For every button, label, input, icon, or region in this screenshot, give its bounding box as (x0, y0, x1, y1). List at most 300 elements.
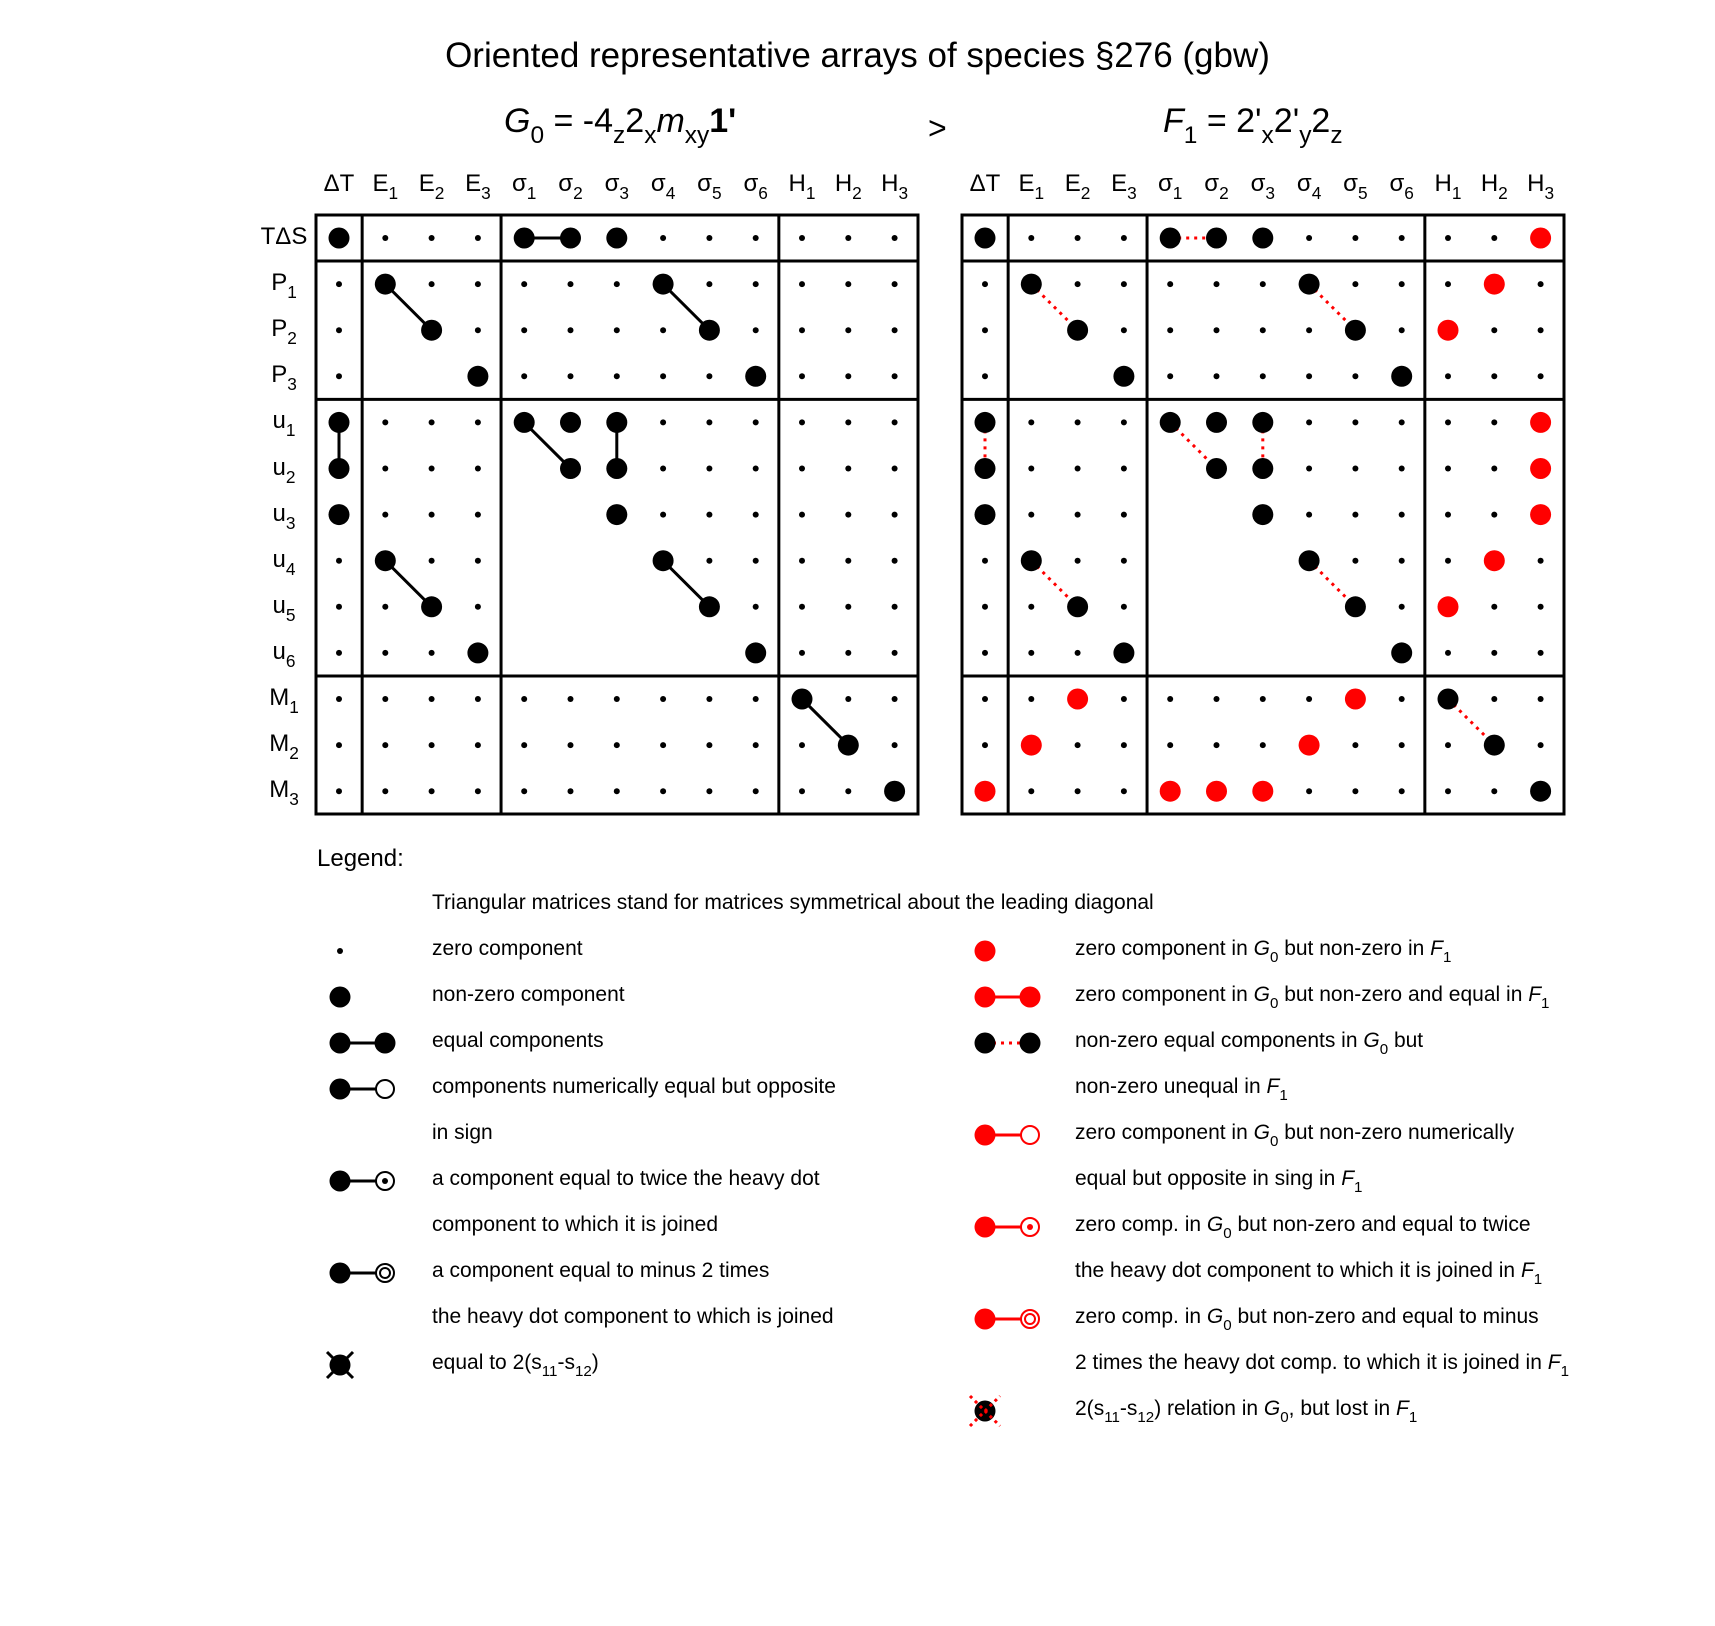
zero-component-dot (1399, 281, 1405, 287)
zero-component-dot (1538, 742, 1544, 748)
column-header: $\sigma_4$ (1296, 170, 1322, 203)
nonzero-component-dot (1252, 504, 1273, 525)
minus-two-times-icon (328, 1258, 408, 1288)
zero-component-dot (475, 281, 481, 287)
nonzero-component-dot (375, 550, 396, 571)
zero-component-dot (521, 281, 527, 287)
equal-components-icon (328, 1028, 408, 1058)
left-legend-text: a component equal to twice the heavy dot (432, 1167, 820, 1190)
red-component-dot (1484, 550, 1505, 571)
zero-component-dot (1445, 373, 1451, 379)
opposite-sign-icon (973, 1120, 1053, 1150)
nonzero-component-icon (328, 982, 408, 1012)
red-component-dot (1345, 689, 1366, 710)
zero-component-dot (1491, 419, 1497, 425)
nonzero-component-dot (606, 412, 627, 433)
nonzero-component-dot (375, 274, 396, 295)
zero-component-dot (1538, 327, 1544, 333)
nonzero-component-dot (1391, 366, 1412, 387)
zero-component-dot (799, 419, 805, 425)
nonzero-component-dot (1160, 228, 1181, 249)
zero-component-dot (1445, 512, 1451, 518)
zero-component-dot (475, 419, 481, 425)
nonzero-component-dot (1345, 320, 1366, 341)
zero-component-dot (382, 604, 388, 610)
zero-component-dot (799, 327, 805, 333)
zero-component-dot (845, 373, 851, 379)
nonzero-component-dot (653, 550, 674, 571)
zero-component-dot (1028, 788, 1034, 794)
zero-component-dot (753, 419, 759, 425)
zero-component-dot (1491, 788, 1497, 794)
nonzero-component-dot (1484, 735, 1505, 756)
zero-component-dot (475, 788, 481, 794)
column-header: $\sigma_5$ (697, 170, 722, 203)
nonzero-component-dot (1113, 642, 1134, 663)
left-legend-text: non-zero component (432, 983, 625, 1006)
zero-component-dot (429, 281, 435, 287)
red-component-dot (1530, 228, 1551, 249)
red-component-dot (1021, 735, 1042, 756)
zero-component-dot (799, 742, 805, 748)
zero-component-dot (568, 327, 574, 333)
zero-component-dot (982, 604, 988, 610)
zero-component-dot (568, 373, 574, 379)
zero-component-dot (1121, 419, 1127, 425)
zero-component-dot (382, 742, 388, 748)
zero-component-dot (1491, 696, 1497, 702)
zero-component-dot (1121, 466, 1127, 472)
zero-component-dot (753, 742, 759, 748)
right-legend-text: equal but opposite in sing in $F_1$ (1075, 1167, 1363, 1196)
right-legend-text: zero comp. in $G_0$ but non-zero and equal to twice (1075, 1213, 1531, 1242)
nonzero-component-dot (606, 458, 627, 479)
zero-component-dot (1121, 742, 1127, 748)
zero-component-dot (1214, 327, 1220, 333)
zero-component-dot (660, 512, 666, 518)
zero-component-dot (429, 466, 435, 472)
zero-component-dot (568, 788, 574, 794)
zero-component-dot (1399, 788, 1405, 794)
zero-component-dot (1538, 281, 1544, 287)
zero-component-dot (521, 742, 527, 748)
zero-component-dot (799, 558, 805, 564)
zero-component-dot (1306, 327, 1312, 333)
column-header: $\sigma_2$ (1204, 170, 1229, 203)
zero-component-dot (336, 558, 342, 564)
zero-component-dot (336, 742, 342, 748)
zero-component-dot (1306, 235, 1312, 241)
column-header: $\sigma_4$ (650, 170, 676, 203)
nonzero-component-dot (1299, 550, 1320, 571)
zero-component-dot (1352, 235, 1358, 241)
nonzero-component-dot (560, 458, 581, 479)
zero-component-dot (1121, 512, 1127, 518)
zero-component-dot (1075, 512, 1081, 518)
right-legend-text: 2 times the heavy dot comp. to which it is joined in $F_1$ (1075, 1351, 1569, 1380)
zero-component-dot (892, 742, 898, 748)
zero-component-dot (706, 419, 712, 425)
zero-component-dot (1214, 373, 1220, 379)
column-header: $H_1$ (1434, 170, 1462, 203)
row-header: $P_2$ (271, 315, 297, 348)
zero-component-dot (1214, 281, 1220, 287)
zero-component-dot (521, 373, 527, 379)
column-header: ΔT (969, 170, 1001, 197)
zero-component-dot (845, 558, 851, 564)
zero-component-dot (982, 558, 988, 564)
zero-component-dot (1352, 466, 1358, 472)
zero-component-dot (382, 696, 388, 702)
zero-component-dot (845, 788, 851, 794)
zero-component-dot (753, 466, 759, 472)
nonzero-component-dot (560, 412, 581, 433)
left-legend-text: a component equal to minus 2 times (432, 1259, 770, 1282)
zero-component-dot (382, 235, 388, 241)
group-g0-title: $G_0 = -4_z2_xm_{xy}1'$ (504, 102, 737, 150)
zero-component-dot (1445, 650, 1451, 656)
zero-component-dot (845, 235, 851, 241)
zero-component-dot (336, 373, 342, 379)
nonzero-component-dot (1067, 320, 1088, 341)
zero-component-dot (1260, 696, 1266, 702)
zero-component-dot (753, 604, 759, 610)
zero-component-dot (1352, 558, 1358, 564)
zero-component-dot (475, 327, 481, 333)
column-header: ΔT (323, 170, 355, 197)
left-legend-text: zero component (432, 937, 583, 960)
zero-component-dot (660, 419, 666, 425)
nonzero-component-dot (421, 320, 442, 341)
zero-component-dot (429, 788, 435, 794)
zero-component-dot (1075, 788, 1081, 794)
nonzero-component-dot (884, 781, 905, 802)
zero-component-dot (1028, 512, 1034, 518)
zero-component-dot (753, 788, 759, 794)
column-header: $E_2$ (1064, 170, 1091, 203)
zero-component-dot (336, 650, 342, 656)
zero-component-dot (1028, 650, 1034, 656)
zero-component-dot (892, 373, 898, 379)
zero-component-dot (429, 696, 435, 702)
zero-component-dot (521, 788, 527, 794)
s11-s12-lost-icon (973, 1396, 1053, 1426)
zero-component-dot (1399, 419, 1405, 425)
zero-component-dot (1445, 419, 1451, 425)
red-component-dot (1530, 412, 1551, 433)
column-header: $H_3$ (1527, 170, 1555, 203)
twice-component-icon (973, 1212, 1053, 1242)
nonzero-component-dot (560, 228, 581, 249)
zero-component-dot (1352, 742, 1358, 748)
zero-component-dot (1399, 742, 1405, 748)
zero-component-dot (1538, 696, 1544, 702)
twice-component-icon (328, 1166, 408, 1196)
zero-component-dot (1260, 327, 1266, 333)
zero-component-dot (799, 650, 805, 656)
zero-component-dot (892, 466, 898, 472)
zero-component-dot (706, 696, 712, 702)
left-legend-text: components numerically equal but opposite (432, 1075, 836, 1098)
row-header: $u_2$ (272, 453, 296, 487)
zero-component-dot (982, 373, 988, 379)
zero-component-dot (336, 281, 342, 287)
zero-component-dot (892, 696, 898, 702)
zero-component-dot (614, 373, 620, 379)
zero-component-dot (1399, 696, 1405, 702)
red-component-dot (975, 781, 996, 802)
zero-component-dot (845, 281, 851, 287)
zero-component-dot (845, 327, 851, 333)
right-legend-text: non-zero equal components in $G_0$ but (1075, 1029, 1424, 1058)
nonzero-component-dot (838, 735, 859, 756)
zero-component-dot (336, 604, 342, 610)
nonzero-component-dot (975, 412, 996, 433)
zero-component-dot (1538, 558, 1544, 564)
nonzero-component-dot (1021, 274, 1042, 295)
zero-component-dot (1491, 235, 1497, 241)
zero-component-dot (1306, 512, 1312, 518)
zero-component-dot (1167, 373, 1173, 379)
zero-component-dot (1399, 235, 1405, 241)
zero-component-dot (1121, 327, 1127, 333)
zero-component-dot (1075, 742, 1081, 748)
zero-component-dot (892, 512, 898, 518)
red-component-dot (1484, 274, 1505, 295)
minus-two-times-icon (973, 1304, 1053, 1334)
zero-component-dot (1445, 281, 1451, 287)
red-component-dot (1530, 458, 1551, 479)
left-legend-text: in sign (432, 1121, 493, 1144)
zero-component-dot (1491, 512, 1497, 518)
zero-component-dot (753, 281, 759, 287)
right-legend-text: $2(s_{11}-s_{12})$ relation in $G_0$, but lost in $F_1$ (1075, 1397, 1418, 1426)
zero-component-dot (1306, 373, 1312, 379)
zero-component-dot (1028, 604, 1034, 610)
zero-component-dot (1260, 742, 1266, 748)
row-header: $u_6$ (272, 637, 296, 671)
zero-component-dot (845, 512, 851, 518)
nonzero-component-dot (975, 458, 996, 479)
zero-component-dot (753, 327, 759, 333)
zero-component-dot (892, 235, 898, 241)
nonzero-component-dot (1067, 596, 1088, 617)
zero-component-dot (1399, 604, 1405, 610)
red-component-dot (1160, 781, 1181, 802)
zero-component-icon (328, 936, 408, 966)
zero-component-dot (799, 466, 805, 472)
nonzero-component-dot (329, 228, 350, 249)
zero-component-dot (475, 604, 481, 610)
zero-component-dot (1352, 419, 1358, 425)
zero-component-dot (753, 558, 759, 564)
zero-component-dot (475, 235, 481, 241)
column-header: $H_2$ (1480, 170, 1508, 203)
zero-component-dot (1445, 788, 1451, 794)
zero-component-dot (1121, 235, 1127, 241)
zero-component-dot (429, 235, 435, 241)
nonzero-component-dot (1021, 550, 1042, 571)
zero-component-dot (1538, 604, 1544, 610)
column-header: $\sigma_1$ (1157, 170, 1183, 203)
left-legend-text: equal to $2(s_{11}-s_{12})$ (432, 1351, 599, 1380)
nonzero-component-dot (699, 320, 720, 341)
zero-component-dot (1121, 788, 1127, 794)
zero-component-dot (382, 512, 388, 518)
red-component-dot (1067, 689, 1088, 710)
nonzero-component-dot (1299, 274, 1320, 295)
zero-component-dot (1121, 696, 1127, 702)
zero-component-dot (429, 512, 435, 518)
zero-component-dot (614, 742, 620, 748)
zero-component-dot (1445, 558, 1451, 564)
zero-component-dot (799, 512, 805, 518)
zero-component-dot (1399, 466, 1405, 472)
zero-component-dot (982, 327, 988, 333)
right-legend-text: the heavy dot component to which it is joined in $F_1$ (1075, 1259, 1543, 1288)
nonzero-component-dot (1113, 366, 1134, 387)
zero-component-dot (521, 696, 527, 702)
column-header: $\sigma_2$ (558, 170, 583, 203)
zero-component-dot (1445, 742, 1451, 748)
zero-component-dot (892, 327, 898, 333)
zero-component-dot (892, 419, 898, 425)
nonzero-component-dot (975, 504, 996, 525)
zero-component-dot (429, 419, 435, 425)
zero-component-dot (568, 696, 574, 702)
legend-title: Legend: (317, 845, 404, 872)
zero-component-dot (1075, 419, 1081, 425)
zero-component-dot (1306, 466, 1312, 472)
row-header: $M_1$ (269, 684, 299, 717)
left-legend-text: the heavy dot component to which is joined (432, 1305, 834, 1328)
column-header: $H_2$ (834, 170, 862, 203)
zero-component-dot (1399, 512, 1405, 518)
zero-component-dot (1075, 281, 1081, 287)
nonzero-component-dot (329, 412, 350, 433)
zero-component-dot (982, 281, 988, 287)
zero-component-dot (706, 742, 712, 748)
zero-component-dot (614, 696, 620, 702)
zero-component-dot (1075, 650, 1081, 656)
zero-component-dot (753, 696, 759, 702)
zero-component-dot (1491, 327, 1497, 333)
zero-component-dot (982, 650, 988, 656)
zero-component-dot (1306, 788, 1312, 794)
zero-component-dot (706, 373, 712, 379)
column-header: $\sigma_1$ (511, 170, 537, 203)
zero-component-dot (1399, 327, 1405, 333)
legend-note: Triangular matrices stand for matrices symmetrical about the leading diagonal (432, 891, 1154, 914)
nonzero-component-dot (1438, 689, 1459, 710)
zero-component-dot (706, 512, 712, 518)
zero-component-dot (1352, 512, 1358, 518)
column-header: $\sigma_6$ (743, 170, 768, 203)
row-header: $u_1$ (272, 407, 296, 441)
red-component-dot (1206, 781, 1227, 802)
left-legend-text: component to which it is joined (432, 1213, 718, 1236)
zero-component-dot (1260, 373, 1266, 379)
zero-component-dot (382, 419, 388, 425)
equal-components-icon (973, 982, 1053, 1012)
zero-component-dot (1445, 235, 1451, 241)
right-legend-text: zero component in $G_0$ but non-zero in $F_1$ (1075, 937, 1452, 966)
page-title: Oriented representative arrays of species §276 (gbw) (445, 36, 1270, 75)
right-legend-text: zero component in $G_0$ but non-zero and equal in $F_1$ (1075, 983, 1550, 1012)
zero-component-dot (660, 235, 666, 241)
red-component-dot (1299, 735, 1320, 756)
zero-component-dot (1121, 281, 1127, 287)
zero-component-dot (753, 512, 759, 518)
zero-component-dot (845, 650, 851, 656)
nonzero-component-dot (699, 596, 720, 617)
column-header: $E_1$ (372, 170, 399, 203)
nonzero-component-dot (745, 366, 766, 387)
column-header: $E_3$ (1111, 170, 1137, 203)
zero-component-dot (475, 466, 481, 472)
row-header: $M_2$ (269, 730, 299, 763)
zero-component-dot (475, 558, 481, 564)
zero-component-dot (521, 327, 527, 333)
zero-component-dot (660, 696, 666, 702)
group-f1-title: $F_1 = 2'_x2'_y2_z$ (1163, 102, 1343, 150)
s11-s12-relation-icon (328, 1350, 408, 1380)
opposite-sign-icon (328, 1074, 408, 1104)
row-header: TΔS (260, 223, 308, 250)
right-legend-text: zero comp. in $G_0$ but non-zero and equal to minus (1075, 1305, 1539, 1334)
zero-component-dot (1167, 696, 1173, 702)
row-header: $u_4$ (272, 545, 296, 579)
nonzero-component-dot (1252, 412, 1273, 433)
zero-component-dot (614, 788, 620, 794)
column-header: $\sigma_3$ (604, 170, 630, 203)
zero-component-dot (799, 788, 805, 794)
nonzero-component-icon (973, 936, 1053, 966)
zero-component-dot (1538, 373, 1544, 379)
zero-component-dot (845, 696, 851, 702)
nonzero-component-dot (1391, 642, 1412, 663)
zero-component-dot (1214, 696, 1220, 702)
column-header: $E_2$ (418, 170, 445, 203)
nonzero-component-dot (1530, 781, 1551, 802)
column-header: $\sigma_5$ (1343, 170, 1368, 203)
zero-component-dot (660, 788, 666, 794)
zero-component-dot (799, 235, 805, 241)
column-header: $E_1$ (1018, 170, 1045, 203)
zero-component-dot (568, 281, 574, 287)
zero-component-dot (429, 558, 435, 564)
red-component-dot (1438, 596, 1459, 617)
zero-component-dot (799, 604, 805, 610)
zero-component-dot (982, 696, 988, 702)
zero-component-dot (429, 650, 435, 656)
zero-component-dot (1491, 466, 1497, 472)
nonzero-component-dot (1252, 228, 1273, 249)
zero-component-dot (1352, 373, 1358, 379)
zero-component-dot (892, 281, 898, 287)
zero-component-dot (845, 466, 851, 472)
column-header: $H_3$ (881, 170, 909, 203)
nonzero-component-dot (329, 504, 350, 525)
zero-component-dot (1028, 419, 1034, 425)
nonzero-component-dot (421, 596, 442, 617)
red-component-dot (1438, 320, 1459, 341)
nonzero-component-dot (514, 228, 535, 249)
nonzero-component-dot (792, 689, 813, 710)
nonzero-component-dot (1160, 412, 1181, 433)
zero-component-dot (982, 742, 988, 748)
matrix-f1 (962, 215, 1564, 814)
